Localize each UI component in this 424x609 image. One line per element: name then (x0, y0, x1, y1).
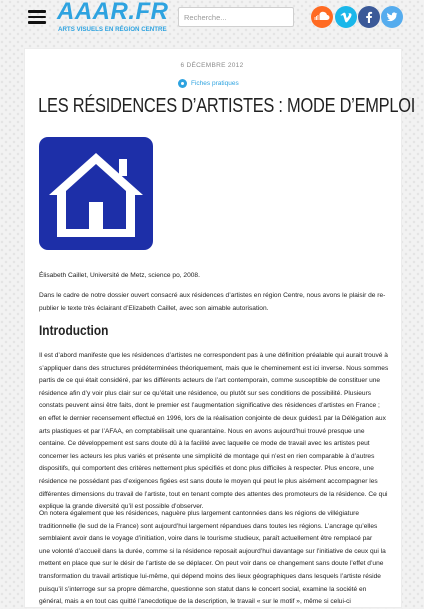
section-heading: Introduction (39, 322, 109, 338)
logo-text: AAAR.FR (57, 0, 169, 25)
site-logo[interactable] (57, 0, 169, 34)
vimeo-icon[interactable] (335, 6, 357, 28)
article-title: LES RÉSIDENCES D’ARTISTES : MODE D’EMPLOI (38, 95, 416, 117)
category-label: Fiches pratiques (191, 79, 239, 87)
logo-subtitle: ARTS VISUELS EN RÉGION CENTRE (58, 26, 167, 33)
twitter-icon[interactable] (381, 6, 403, 28)
paragraph-1 (39, 350, 389, 514)
article-date: 6 DÉCEMBRE 2012 (180, 62, 244, 69)
paragraph-1-continued: centaine. Ce développement est sans doute dû à la facilité avec laquelle ce mode de travail avec les artistes peut concerner les acteurs les plus variés et présente une simplicité de montage qui n’est en rien comparable à d’autres dispositifs, qui comportent des critères nettement plus spécifiés et donc plus difficiles à respecter. Plus encore, une résidence ne possédant pas d’exigences figées est sans doute le moyen qui peut le plus aisément accompagner les différentes dimensions du travail de l’artiste, tout en tenant compte des attentes des promoteurs de la résidence. Ce qui explique la grande diversité qu’il est possible d’observer. (39, 440, 388, 511)
site-header (0, 0, 424, 36)
category-icon (178, 79, 187, 88)
image-caption: Élisabeth Caillet, Université de Metz, science po, 2008. (39, 272, 200, 279)
facebook-icon[interactable] (358, 6, 380, 28)
paragraph-2 (39, 508, 389, 609)
soundcloud-icon[interactable] (311, 6, 333, 28)
paragraph-2-text: On notera également que les résidences, naguère plus largement cantonnées dans les régions de villégiature traditionnelle (le sud de la France) sont aujourd’hui largement répandues dans toutes les régions. L’ancrage qu’elles semblaient avoir dans le voyage d’initiation, voire dans le tourisme studieux, paraît actuellement être remplacé par (39, 510, 378, 543)
paragraph-1-text: Il est d’abord manifeste que les résidences d’artistes ne correspondent pas à une définition préalable qui aurait trouvé à s’appliquer dans des structures prédéterminées théoriquement, mais que le cheminement est ici inverse. Nous sommes partis de ce qui était considéré, par les différents acteurs de l’art contemporain, comme susceptible de constituer une résidence afin d’y voir plus clair sur ce qu’était une résidence, ou plutôt sur ses conditions de possibilité. Plusieurs constats peuvent ainsi être faits, dont le premier est l’augmentation significative des résidences d’artistes en France ; en effet le dernier recensement effectué en 1996, lors de la réalisation conjointe de deux guides1 par la Délégation aux arts plastiques et par l’AFAA, en comptabilisait une quarantaine. Nous en avons aujourd’hui trouvé presque une (39, 352, 389, 435)
intro-paragraph: Dans le cadre de notre dossier ouvert consacré aux résidences d’artistes en région Centre, nous avons le plaisir de re-publier le texte très éclairant d’Elizabeth Caillet, avec son aimable autorisation. (39, 292, 386, 312)
category-link[interactable] (178, 77, 239, 89)
menu-icon[interactable] (28, 10, 46, 23)
house-icon (39, 137, 153, 250)
paragraph-2-continued: une volonté d’accueil dans la durée, comme si la résidence reposait aujourd’hui davantage sur l’initiative de ceux qui la mettent en place que sur le désir de l’artiste de se déplacer. On peut voir dans ce changement sans doute l’effet d’une transformation du travail artistique lui-même, qui dépend moins des lieux géographiques dans lesquels l’artiste réside puisqu’il s’interroge sur sa propre démarche, questionne son statut dans le concert social, examine la société en général, mais a en tout cas quitté l’anecdotique de la description, le travail « sur le motif », même si celui-ci (39, 547, 386, 606)
search-input[interactable] (178, 7, 294, 27)
